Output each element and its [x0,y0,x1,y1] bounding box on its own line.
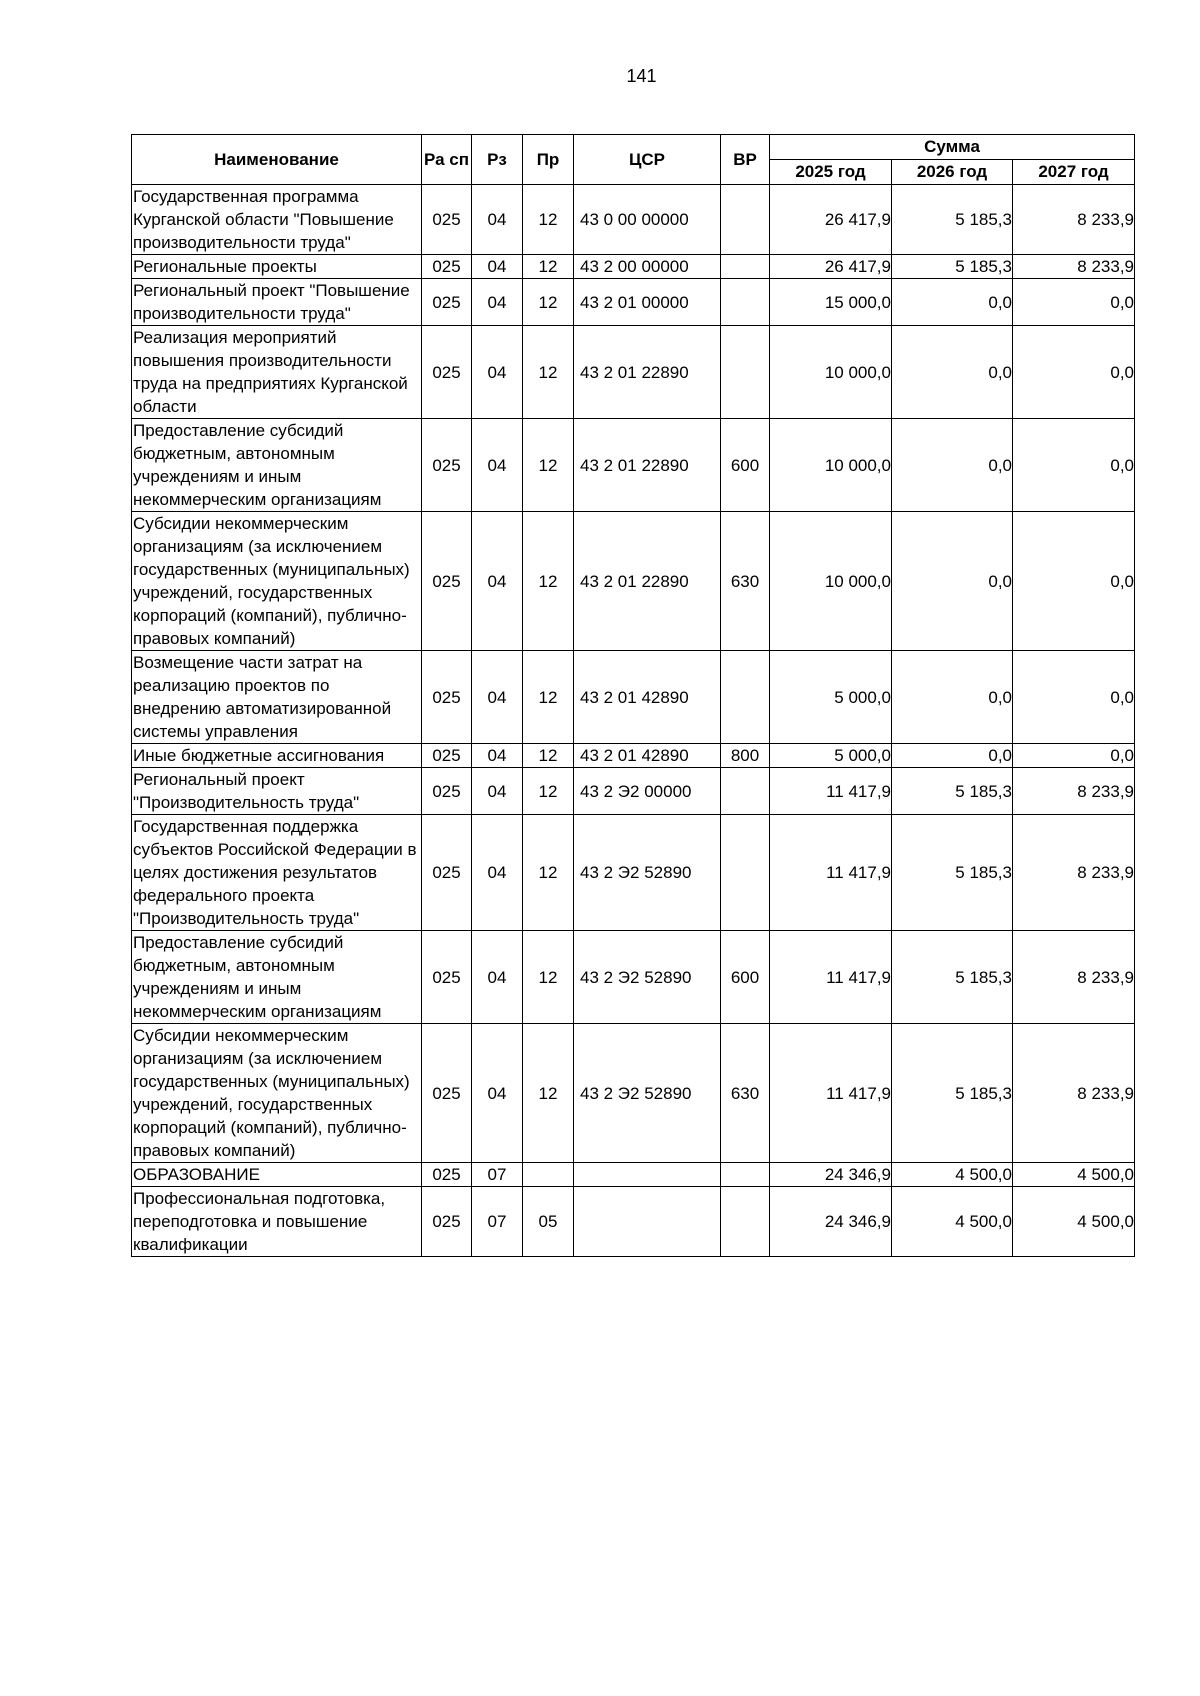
cell-name: Предоставление субсидий бюджетным, автономным учреждениям и иным некоммерческим организациям [132,419,422,512]
cell-name: Региональные проекты [132,255,422,279]
cell-rasp: 025 [422,651,472,744]
cell-vr: 800 [721,744,770,768]
cell-amount-2027: 0,0 [1013,744,1135,768]
cell-name: Реализация мероприятий повышения производительности труда на предприятиях Курганской области [132,326,422,419]
cell-vr [721,326,770,419]
cell-amount-2027: 8 233,9 [1013,1024,1135,1163]
cell-amount-2027: 0,0 [1013,419,1135,512]
cell-rasp: 025 [422,185,472,255]
cell-rasp: 025 [422,744,472,768]
cell-vr [721,651,770,744]
cell-amount-2027: 0,0 [1013,326,1135,419]
cell-rasp: 025 [422,326,472,419]
table-row [132,1024,1135,1163]
cell-rasp: 025 [422,279,472,326]
cell-csr: 43 2 Э2 52890 [574,1024,721,1163]
cell-rz: 04 [472,419,523,512]
cell-pr: 12 [523,326,574,419]
cell-rz: 07 [472,1163,523,1187]
cell-name: Субсидии некоммерческим организациям (за исключением государственных (муниципальных) учреждений, государственных корпораций (компаний), публично-правовых компаний) [132,512,422,651]
cell-name: Возмещение части затрат на реализацию проектов по внедрению автоматизированной системы управления [132,651,422,744]
cell-vr: 600 [721,931,770,1024]
cell-pr: 12 [523,419,574,512]
cell-name: Государственная поддержка субъектов Российской Федерации в целях достижения результатов федерального проекта "Производительность труда" [132,815,422,931]
cell-rz: 04 [472,1024,523,1163]
cell-amount-2025: 26 417,9 [770,185,892,255]
cell-csr: 43 2 Э2 00000 [574,768,721,815]
cell-csr: 43 2 01 22890 [574,419,721,512]
cell-amount-2026: 5 185,3 [892,815,1013,931]
header-year-2027: 2027 год [1013,160,1135,185]
cell-rasp: 025 [422,419,472,512]
header-year-2026: 2026 год [892,160,1013,185]
cell-amount-2026: 5 185,3 [892,255,1013,279]
cell-amount-2027: 0,0 [1013,279,1135,326]
header-vr: ВР [721,135,770,185]
header-rasp: Ра сп [422,135,472,185]
table-row [132,651,1135,744]
cell-amount-2025: 24 346,9 [770,1163,892,1187]
cell-amount-2027: 8 233,9 [1013,815,1135,931]
cell-vr [721,768,770,815]
cell-amount-2027: 0,0 [1013,651,1135,744]
cell-rz: 04 [472,815,523,931]
cell-amount-2025: 10 000,0 [770,326,892,419]
cell-amount-2027: 8 233,9 [1013,931,1135,1024]
cell-csr: 43 2 Э2 52890 [574,815,721,931]
cell-amount-2025: 5 000,0 [770,651,892,744]
cell-pr [523,1163,574,1187]
cell-name: Предоставление субсидий бюджетным, автономным учреждениям и иным некоммерческим организациям [132,931,422,1024]
cell-csr [574,1163,721,1187]
cell-pr: 12 [523,185,574,255]
cell-amount-2027: 4 500,0 [1013,1163,1135,1187]
cell-pr: 12 [523,1024,574,1163]
cell-amount-2026: 4 500,0 [892,1163,1013,1187]
cell-csr: 43 2 01 42890 [574,744,721,768]
cell-vr: 600 [721,419,770,512]
cell-amount-2026: 0,0 [892,651,1013,744]
cell-csr: 43 2 01 00000 [574,279,721,326]
table-row [132,512,1135,651]
cell-vr: 630 [721,512,770,651]
cell-rasp: 025 [422,255,472,279]
table-row [132,744,1135,768]
cell-amount-2027: 8 233,9 [1013,255,1135,279]
cell-name: ОБРАЗОВАНИЕ [132,1163,422,1187]
cell-vr [721,815,770,931]
cell-amount-2026: 5 185,3 [892,768,1013,815]
table-row [132,326,1135,419]
cell-amount-2026: 4 500,0 [892,1187,1013,1257]
cell-rasp: 025 [422,1024,472,1163]
cell-amount-2026: 5 185,3 [892,185,1013,255]
cell-vr [721,255,770,279]
cell-csr: 43 2 01 42890 [574,651,721,744]
cell-rasp: 025 [422,931,472,1024]
cell-rz: 07 [472,1187,523,1257]
cell-amount-2026: 0,0 [892,419,1013,512]
header-summa: Сумма [770,135,1135,160]
cell-amount-2026: 5 185,3 [892,931,1013,1024]
cell-vr [721,1187,770,1257]
header-csr: ЦСР [574,135,721,185]
cell-amount-2025: 11 417,9 [770,768,892,815]
cell-amount-2027: 0,0 [1013,512,1135,651]
header-pr: Пр [523,135,574,185]
header-name: Наименование [132,135,422,185]
cell-rz: 04 [472,326,523,419]
table-row [132,931,1135,1024]
cell-vr: 630 [721,1024,770,1163]
table-row [132,1187,1135,1257]
cell-pr: 12 [523,744,574,768]
cell-rz: 04 [472,651,523,744]
cell-name: Профессиональная подготовка, переподготовка и повышение квалификации [132,1187,422,1257]
cell-rasp: 025 [422,1163,472,1187]
page-number: 141 [626,66,657,86]
header-rz: Рз [472,135,523,185]
cell-rasp: 025 [422,512,472,651]
cell-amount-2025: 11 417,9 [770,1024,892,1163]
table-row [132,185,1135,255]
cell-name: Региональный проект "Производительность труда" [132,768,422,815]
cell-amount-2025: 11 417,9 [770,815,892,931]
cell-amount-2025: 24 346,9 [770,1187,892,1257]
cell-rasp: 025 [422,1187,472,1257]
cell-vr [721,279,770,326]
cell-amount-2027: 8 233,9 [1013,185,1135,255]
cell-rz: 04 [472,255,523,279]
cell-pr: 12 [523,931,574,1024]
table-row [132,1163,1135,1187]
cell-amount-2025: 26 417,9 [770,255,892,279]
table-header [132,135,1135,185]
cell-amount-2026: 0,0 [892,279,1013,326]
budget-table [131,134,1135,1257]
cell-amount-2026: 0,0 [892,744,1013,768]
cell-amount-2025: 10 000,0 [770,419,892,512]
cell-pr: 12 [523,512,574,651]
cell-rz: 04 [472,279,523,326]
cell-name: Государственная программа Курганской области "Повышение производительности труда" [132,185,422,255]
cell-amount-2027: 8 233,9 [1013,768,1135,815]
cell-amount-2025: 11 417,9 [770,931,892,1024]
table-row [132,279,1135,326]
cell-amount-2027: 4 500,0 [1013,1187,1135,1257]
cell-rz: 04 [472,744,523,768]
cell-amount-2026: 5 185,3 [892,1024,1013,1163]
cell-rz: 04 [472,768,523,815]
cell-rz: 04 [472,931,523,1024]
table-row [132,768,1135,815]
cell-rz: 04 [472,185,523,255]
cell-amount-2026: 0,0 [892,326,1013,419]
cell-name: Иные бюджетные ассигнования [132,744,422,768]
cell-csr: 43 0 00 00000 [574,185,721,255]
cell-rasp: 025 [422,768,472,815]
cell-csr: 43 2 00 00000 [574,255,721,279]
cell-rasp: 025 [422,815,472,931]
cell-amount-2025: 15 000,0 [770,279,892,326]
table-row [132,419,1135,512]
cell-name: Субсидии некоммерческим организациям (за исключением государственных (муниципальных) учреждений, государственных корпораций (компаний), публично-правовых компаний) [132,1024,422,1163]
cell-pr: 12 [523,768,574,815]
cell-pr: 12 [523,651,574,744]
cell-amount-2025: 10 000,0 [770,512,892,651]
cell-vr [721,185,770,255]
cell-name: Региональный проект "Повышение производительности труда" [132,279,422,326]
cell-rz: 04 [472,512,523,651]
cell-amount-2025: 5 000,0 [770,744,892,768]
cell-vr [721,1163,770,1187]
table-row [132,255,1135,279]
cell-pr: 12 [523,815,574,931]
cell-csr [574,1187,721,1257]
cell-pr: 05 [523,1187,574,1257]
cell-pr: 12 [523,279,574,326]
cell-csr: 43 2 01 22890 [574,512,721,651]
table-body [132,185,1135,1257]
cell-csr: 43 2 01 22890 [574,326,721,419]
table-row [132,815,1135,931]
cell-pr: 12 [523,255,574,279]
cell-amount-2026: 0,0 [892,512,1013,651]
cell-csr: 43 2 Э2 52890 [574,931,721,1024]
header-year-2025: 2025 год [770,160,892,185]
